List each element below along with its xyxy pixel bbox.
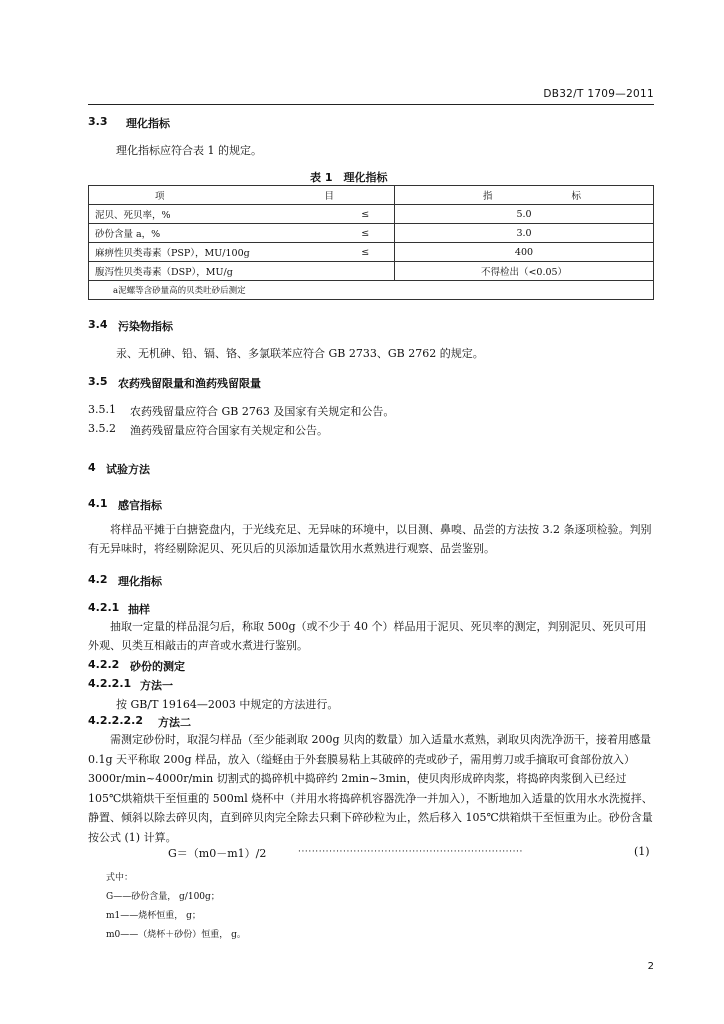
section-4-1-title: 感官指标 bbox=[118, 499, 162, 512]
formula-number: (1) bbox=[634, 845, 650, 858]
section-4-2-number: 4.2 bbox=[88, 573, 108, 586]
section-4-number: 4 bbox=[88, 461, 96, 474]
header-index-cell bbox=[395, 186, 654, 205]
row-name: 麻痹性贝类毒素（PSP），MU/100g bbox=[89, 243, 337, 262]
table-footnote: a泥螺等含砂量高的贝类吐砂后测定 bbox=[89, 281, 654, 300]
section-4-2-2-1-text: 按 GB/T 19164—2003 中规定的方法进行。 bbox=[116, 698, 339, 711]
section-4-2-2-title: 砂份的测定 bbox=[130, 660, 185, 673]
header-item-cell bbox=[89, 186, 395, 205]
row-name: 砂份含量 a，% bbox=[89, 224, 337, 243]
formula-leader-dots: ································································· bbox=[298, 847, 523, 857]
where-line-g: G——砂份含量， g/100g； bbox=[106, 892, 220, 902]
row-value: 不得检出（<0.05） bbox=[395, 262, 654, 281]
section-4-2-2-number: 4.2.2 bbox=[88, 658, 120, 671]
section-3-5-number: 3.5 bbox=[88, 375, 108, 388]
section-3-5-2-text: 渔药残留量应符合国家有关规定和公告。 bbox=[130, 424, 328, 437]
header-index-right: 标 bbox=[571, 191, 581, 202]
where-line-m1: m1——烧杯恒重， g； bbox=[106, 911, 201, 921]
section-3-5-2-number: 3.5.2 bbox=[88, 422, 116, 435]
section-4-2-1-text: 抽取一定量的样品混匀后，称取 500g（或不少于 40 个）样品用于泥贝、死贝率的测定，判别泥贝、死贝可用外观、贝类互相敲击的声音或水煮进行鉴别。 bbox=[88, 620, 647, 652]
table-header-row bbox=[89, 186, 654, 205]
table-row bbox=[89, 224, 654, 243]
section-3-5-1-text: 农药残留量应符合 GB 2763 及国家有关规定和公告。 bbox=[130, 405, 395, 418]
section-3-5-1-number: 3.5.1 bbox=[88, 403, 116, 416]
physicochemical-table bbox=[88, 185, 654, 300]
formula-expression: G＝（m0－m1）/2 bbox=[168, 847, 267, 860]
section-4-2-2-2-number: 4.2.2.2.2 bbox=[88, 714, 143, 727]
table-row bbox=[89, 243, 654, 262]
header-rule bbox=[88, 104, 654, 105]
section-4-2-2-1-number: 4.2.2.1 bbox=[88, 677, 132, 690]
table-row bbox=[89, 262, 654, 281]
row-value: 400 bbox=[395, 243, 654, 262]
section-4-2-2-2-title: 方法二 bbox=[158, 716, 191, 729]
header-item-right: 目 bbox=[324, 191, 334, 202]
table-row bbox=[89, 205, 654, 224]
page-number: 2 bbox=[647, 961, 654, 972]
header-index-left: 指 bbox=[483, 191, 493, 202]
section-3-3-text: 理化指标应符合表 1 的规定。 bbox=[116, 144, 262, 157]
section-4-2-2-1-title: 方法一 bbox=[140, 679, 173, 692]
table-caption: 表 1 理化指标 bbox=[310, 171, 388, 184]
where-intro: 式中： bbox=[106, 873, 134, 883]
row-value: 5.0 bbox=[395, 205, 654, 224]
row-operator: ≤ bbox=[337, 205, 395, 224]
row-operator: ≤ bbox=[337, 224, 395, 243]
section-3-5-title: 农药残留限量和渔药残留限量 bbox=[118, 377, 261, 390]
row-operator: ≤ bbox=[337, 243, 395, 262]
section-4-1-text: 将样品平摊于白搪瓷盘内，于光线充足、无异味的环境中，以目测、鼻嗅、品尝的方法按 3.2 条逐项检验。判别有无异味时，将经剔除泥贝、死贝后的贝添加适量饮用水煮熟进行观察、品尝鉴别。 bbox=[88, 523, 652, 555]
section-4-2-1-number: 4.2.1 bbox=[88, 601, 120, 614]
row-name: 泥贝、死贝率，% bbox=[89, 205, 337, 224]
section-3-3-title: 理化指标 bbox=[126, 117, 170, 130]
section-4-1-number: 4.1 bbox=[88, 497, 108, 510]
section-3-3-number: 3.3 bbox=[88, 115, 108, 128]
section-4-2-title: 理化指标 bbox=[118, 575, 162, 588]
row-operator bbox=[337, 262, 395, 281]
row-value: 3.0 bbox=[395, 224, 654, 243]
section-4-title: 试验方法 bbox=[106, 463, 150, 476]
section-3-4-text: 汞、无机砷、铅、镉、铬、多氯联苯应符合 GB 2733、GB 2762 的规定。 bbox=[116, 347, 484, 360]
header-item-left: 项 bbox=[155, 191, 165, 202]
table-footnote-row bbox=[89, 281, 654, 300]
section-3-4-number: 3.4 bbox=[88, 318, 108, 331]
section-4-2-2-2-text: 需测定砂份时，取混匀样品（至少能剥取 200g 贝肉的数量）加入适量水煮熟，剥取贝肉洗净沥干，接着用感量 0.1g 天平称取 200g 样品，放入（缢蛏由于外套膜易粘上其破碎的壳或砂子，需用剪刀或手摘取可食部份放入）3000r/min~4000r/min 切割式的捣碎机中捣碎约 2min~3min，使贝肉形成碎肉浆，将捣碎肉浆倒入已经过 105℃烘箱烘干至恒重的 500ml 烧杯中（并用水将捣碎机容器洗净一并加入），不断地加入适量的饮用水水洗搅拌、静置、倾斜以除去碎贝肉，直到碎贝肉完全除去只剩下碎砂粒为止，然后移入 105℃烘箱烘干至恒重为止。砂份含量按公式 (1) 计算。 bbox=[88, 733, 653, 844]
section-4-2-1-title: 抽样 bbox=[128, 603, 150, 616]
document-number: DB32/T 1709—2011 bbox=[543, 88, 654, 100]
row-name: 腹泻性贝类毒素（DSP），MU/g bbox=[89, 262, 337, 281]
section-3-4-title: 污染物指标 bbox=[118, 320, 173, 333]
where-line-m0: m0——（烧杯＋砂份）恒重， g。 bbox=[106, 930, 246, 940]
